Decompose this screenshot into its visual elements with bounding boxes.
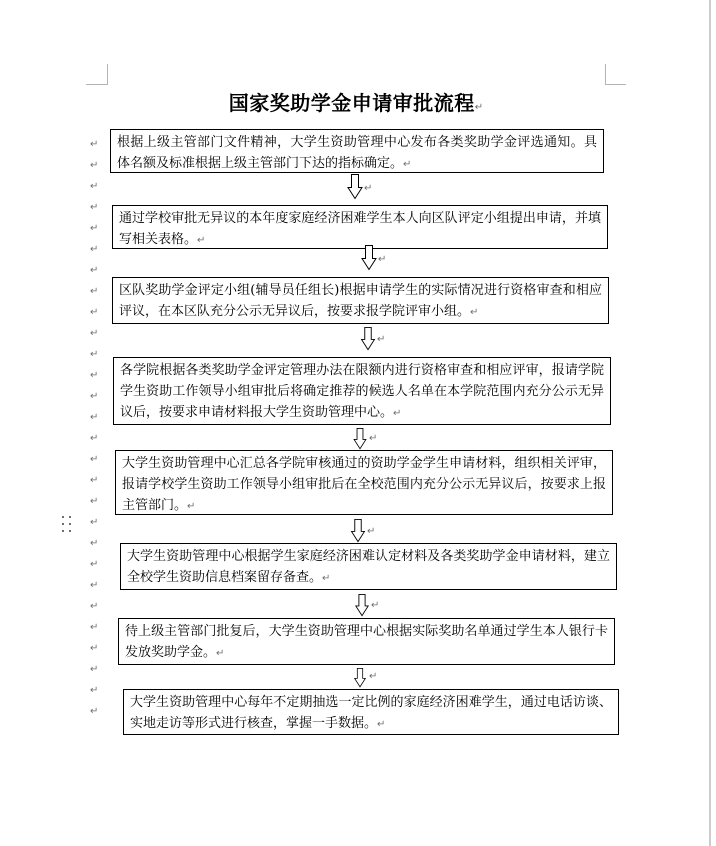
paragraph-mark: ↵ bbox=[90, 664, 99, 675]
paragraph-mark: ↵ bbox=[90, 328, 99, 339]
paragraph-mark: ↵ bbox=[90, 622, 99, 633]
flow-step-text: 通过学校审批无异议的本年度家庭经济困难学生本人向区队评定小组提出申请，并填写相关表格。 bbox=[119, 211, 601, 247]
paragraph-mark: ↵ bbox=[90, 244, 99, 255]
flow-step-text: 大学生资助管理中心每年不定期抽选一定比例的家庭经济困难学生，通过电话访谈、实地走访等形式进行核查，掌握一手数据。 bbox=[130, 695, 612, 731]
flow-step-box-2[interactable] bbox=[112, 205, 608, 249]
paragraph-mark: ↵ bbox=[90, 412, 99, 423]
paragraph-mark: ↵ bbox=[197, 235, 206, 246]
paragraph-mark: ↵ bbox=[90, 391, 99, 402]
paragraph-mark: ↵ bbox=[90, 580, 99, 591]
paragraph-mark: ↵ bbox=[90, 160, 99, 171]
down-arrow-icon[interactable] bbox=[361, 245, 386, 271]
paragraph-mark: ↵ bbox=[90, 181, 99, 192]
paragraph-mark: ↵ bbox=[90, 643, 99, 654]
margin-corner-mark-top-right bbox=[605, 64, 627, 85]
paragraph-mark: ↵ bbox=[90, 370, 99, 381]
flow-step-box-5[interactable] bbox=[115, 450, 613, 515]
paragraph-mark: ↵ bbox=[90, 475, 99, 486]
down-arrow-icon[interactable] bbox=[360, 327, 385, 351]
paragraph-mark: ↵ bbox=[90, 685, 99, 696]
paragraph-mark: ↵ bbox=[187, 501, 196, 512]
paragraph-mark: ↵ bbox=[377, 334, 386, 345]
down-arrow-icon[interactable] bbox=[352, 668, 377, 688]
flow-step-text: 根据上级主管部门文件精神，大学生资助管理中心发布各类奖助学金评选通知。具体名额及标准根据上级主管部门下达的指标确定。 bbox=[117, 135, 597, 171]
flow-step-text: 各学院根据各类奖助学金评定管理办法在限额内进行资格审查和相应评审，报请学院学生资助工作领导小组审批后将确定推荐的候选人名单在本学院范围内充分公示无异议后，按要求申请材料报大学生资助管理中心。 bbox=[120, 363, 604, 420]
paragraph-mark: ↵ bbox=[90, 601, 99, 612]
paragraph-mark: ↵ bbox=[90, 517, 99, 528]
paragraph-mark: ↵ bbox=[90, 433, 99, 444]
flow-step-text: 大学生资助管理中心汇总各学院审核通过的资助学金学生申请材料，组织相关评审，报请学校学生资助工作领导小组审批后在全校范围内充分公示无异议后，按要求上报主管部门。 bbox=[122, 456, 606, 513]
flow-step-box-4[interactable] bbox=[113, 357, 611, 425]
paragraph-mark: ↵ bbox=[367, 526, 376, 537]
flow-step-box-6[interactable] bbox=[120, 543, 617, 590]
paragraph-mark: ↵ bbox=[474, 102, 484, 113]
paragraph-mark: ↵ bbox=[90, 307, 99, 318]
margin-corner-mark-top-left bbox=[86, 64, 108, 85]
paragraph-mark: ↵ bbox=[90, 538, 99, 549]
paragraph-mark: ↵ bbox=[90, 202, 99, 213]
flow-step-text: 大学生资助管理中心根据学生家庭经济困难认定材料及各类奖助学金申请材料，建立全校学生资助信息档案留存备查。 bbox=[127, 549, 610, 585]
flow-step-box-1[interactable] bbox=[110, 129, 604, 173]
paragraph-mark: ↵ bbox=[90, 706, 99, 717]
down-arrow-icon[interactable] bbox=[347, 174, 372, 200]
paragraph-mark: ↵ bbox=[90, 223, 99, 234]
paragraph-mark: ↵ bbox=[90, 559, 99, 570]
flow-step-box-7[interactable] bbox=[118, 618, 615, 665]
paragraph-mark: ↵ bbox=[377, 719, 386, 730]
paragraph-mark: ↵ bbox=[90, 349, 99, 360]
paragraph-mark: ↵ bbox=[369, 671, 378, 682]
down-arrow-icon[interactable] bbox=[352, 428, 377, 450]
paragraph-mark: ↵ bbox=[393, 408, 402, 419]
flow-step-text: 待上级主管部门批复后，大学生资助管理中心根据实际奖助名单通过学生本人银行卡发放奖助学金。 bbox=[125, 624, 608, 660]
paragraph-mark: ↵ bbox=[90, 286, 99, 297]
page-title-text: 国家奖助学金申请审批流程 bbox=[228, 91, 475, 115]
paragraph-mark: ↵ bbox=[90, 454, 99, 465]
paragraph-mark: ↵ bbox=[378, 254, 387, 265]
down-arrow-icon[interactable] bbox=[350, 519, 375, 543]
paragraph-mark: ↵ bbox=[322, 573, 331, 584]
paragraph-mark: ↵ bbox=[369, 433, 378, 444]
page-right-edge bbox=[709, 0, 711, 846]
drag-handle-icon[interactable] bbox=[62, 516, 71, 532]
flow-step-text: 区队奖助学金评定小组(辅导员任组长)根据申请学生的实际情况进行资格审查和相应评议，在本区队充分公示无异议后，按要求报学院评审小组。 bbox=[119, 283, 602, 319]
paragraph-mark: ↵ bbox=[90, 265, 99, 276]
paragraph-mark: ↵ bbox=[470, 307, 479, 318]
paragraph-mark: ↵ bbox=[403, 159, 412, 170]
paragraph-mark: ↵ bbox=[90, 139, 99, 150]
flow-step-box-3[interactable] bbox=[112, 277, 609, 324]
page-title bbox=[0, 87, 712, 116]
paragraph-mark: ↵ bbox=[364, 183, 373, 194]
paragraph-mark: ↵ bbox=[216, 648, 225, 659]
down-arrow-icon[interactable] bbox=[354, 594, 379, 617]
flow-step-box-8[interactable] bbox=[123, 689, 619, 735]
paragraph-mark: ↵ bbox=[371, 600, 380, 611]
paragraph-mark: ↵ bbox=[90, 496, 99, 507]
